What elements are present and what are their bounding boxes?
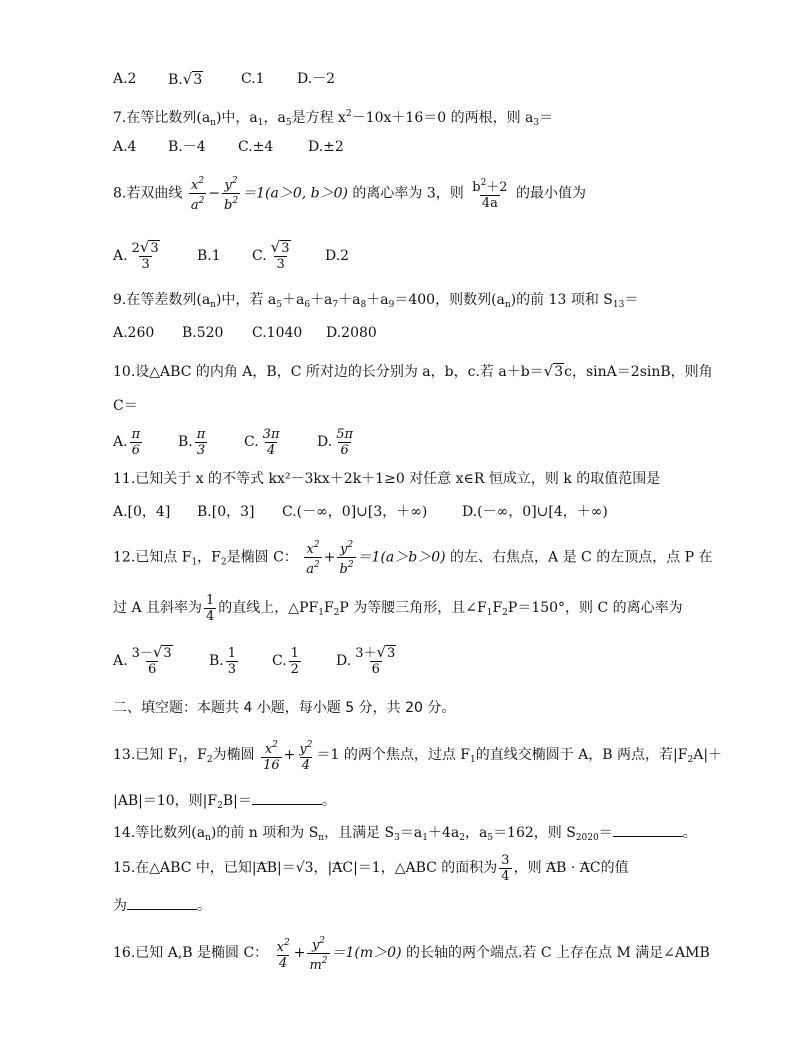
question-14: 14.等比数列$(a_n)$的前 n 项和为 $S_n$，且满足 $S_3=a_1+4a_2$，$a_5=162$，则 $S_{2020}=$ 。 <box>113 825 697 843</box>
q12-option-b: B. $\frac{1}{3}$ <box>209 645 237 677</box>
question-12-line-2: 过 A 且斜率为 $\frac{1}{4}$ 的直线上，$\triangle PF_1F_2P$ 为等腰三角形，且$\angle F_1F_2P=150^\circ$，则 C 的离心率为 <box>113 592 683 624</box>
q6-option-d: D.－2 <box>297 71 336 87</box>
question-7: 7.在等比数列$(a_n)$中，$a_1$，$a_5$是方程 $x^2-10x+16=0$ 的两根，则 $a_3=$ <box>113 109 554 128</box>
q12-option-a: A. $\frac{3-√3}{6}$ <box>113 643 172 677</box>
q8-option-a: A. $\frac{2√3}{3}$ <box>113 238 159 272</box>
q7-option-b: B.－4 <box>168 139 206 155</box>
q11-option-b: B.[0，3] <box>197 504 255 520</box>
q9-option-b: B.520 <box>182 325 224 341</box>
q6-option-a: A.2 <box>113 71 137 87</box>
section-heading-fill-in: 二、填空题：本题共 4 小题，每小题 5 分，共 20 分。 <box>113 700 456 716</box>
q10-option-c: C. $\frac{3\pi}{4}$ <box>244 426 280 458</box>
question-13-line-2: |AB|＝10，则$|F_2B|=$ 。 <box>113 793 336 811</box>
q9-option-c: C.1040 <box>252 325 303 341</box>
q12-option-c: C. $\frac{1}{2}$ <box>272 645 299 677</box>
question-15-line-1: 15.在△ABC 中，已知|‿‿ AB|＝√3，|‿‿ AC|＝1，△ABC 的面积为 $\frac{3}{4}$ ，则 ‿‿ AB · ‿‿ AC的值 <box>113 850 629 886</box>
question-10-line-2: C＝ <box>113 398 138 414</box>
q7-option-c: C.±4 <box>238 139 274 155</box>
question-16: 16.已知 A,B 是椭圆 C： $\frac{x^2}{4}$ + $\frac{y^2}{m^2}$ ＝1(m＞0) 的长轴的两个端点.若 C 上存在点 M 满足∠AMB <box>113 935 710 973</box>
question-8: 8.若双曲线 $\frac{x^2}{a^2}$ − $\frac{y^2}{b^2}$ ＝1(a＞0, b＞0) 的离心率为 3，则 $\frac{b^2+2}{4a}$ 的最小值为 <box>113 176 587 213</box>
q9-option-d: D.2080 <box>326 325 377 341</box>
q6-option-c: C.1 <box>241 71 265 87</box>
question-10-line-1: 10.设△ABC 的内角 A，B，C 所对边的长分别为 a，b，c.若 a＋b＝√3c，sinA＝2sinB，则角 <box>113 362 713 380</box>
q8-option-c: C. $\frac{√3}{3}$ <box>252 238 290 272</box>
q10-option-d: D. $\frac{5\pi}{6}$ <box>317 426 354 458</box>
question-12-line-1: 12.已知点 $F_1$，$F_2$是椭圆 C： $\frac{x^2}{a^2}$ + $\frac{y^2}{b^2}$ ＝1(a＞b＞0) 的左、右焦点，A 是 C 的左顶点，点 P 在 <box>113 540 713 577</box>
question-9: 9.在等差数列$(a_n)$中，若 $a_5+a_6+a_7+a_8+a_9=400$，则数列$(a_n)$的前 13 项和 $S_{13}=$ <box>113 292 639 310</box>
q10-option-a: A. $\frac{\pi}{6}$ <box>113 426 141 458</box>
q10-option-b: B. $\frac{\pi}{3}$ <box>178 426 206 458</box>
q12-option-d: D. $\frac{3+√3}{6}$ <box>336 643 396 677</box>
q6-option-b: B.√3 <box>168 70 203 88</box>
question-11: 11.已知关于 x 的不等式 kx²－3kx＋2k＋1≥0 对任意 x∈R 恒成立，则 k 的取值范围是 <box>113 471 661 487</box>
answer-blank-14[interactable] <box>613 824 683 837</box>
answer-blank-13[interactable] <box>252 792 322 805</box>
question-13-line-1: 13.已知 $F_1$，$F_2$为椭圆 $\frac{x^2}{16}$ + $\frac{y^2}{4}$ ＝1 的两个焦点，过点 $F_1$的直线交椭圆于 A，B 两点，若$|F_2A|+$ <box>113 739 723 773</box>
q11-option-c: C.(－∞，0]∪[3，＋∞) <box>282 504 428 520</box>
q8-option-d: D.2 <box>325 248 350 264</box>
question-15-line-2: 为 。 <box>113 898 211 914</box>
q7-option-d: D.±2 <box>308 139 344 155</box>
q11-option-a: A.[0，4] <box>113 504 171 520</box>
q7-option-a: A.4 <box>113 139 137 155</box>
q11-option-d: D.(－∞，0]∪[4，＋∞) <box>462 504 608 520</box>
q9-option-a: A.260 <box>113 325 155 341</box>
answer-blank-15[interactable] <box>127 897 197 910</box>
q8-option-b: B.1 <box>197 248 221 264</box>
